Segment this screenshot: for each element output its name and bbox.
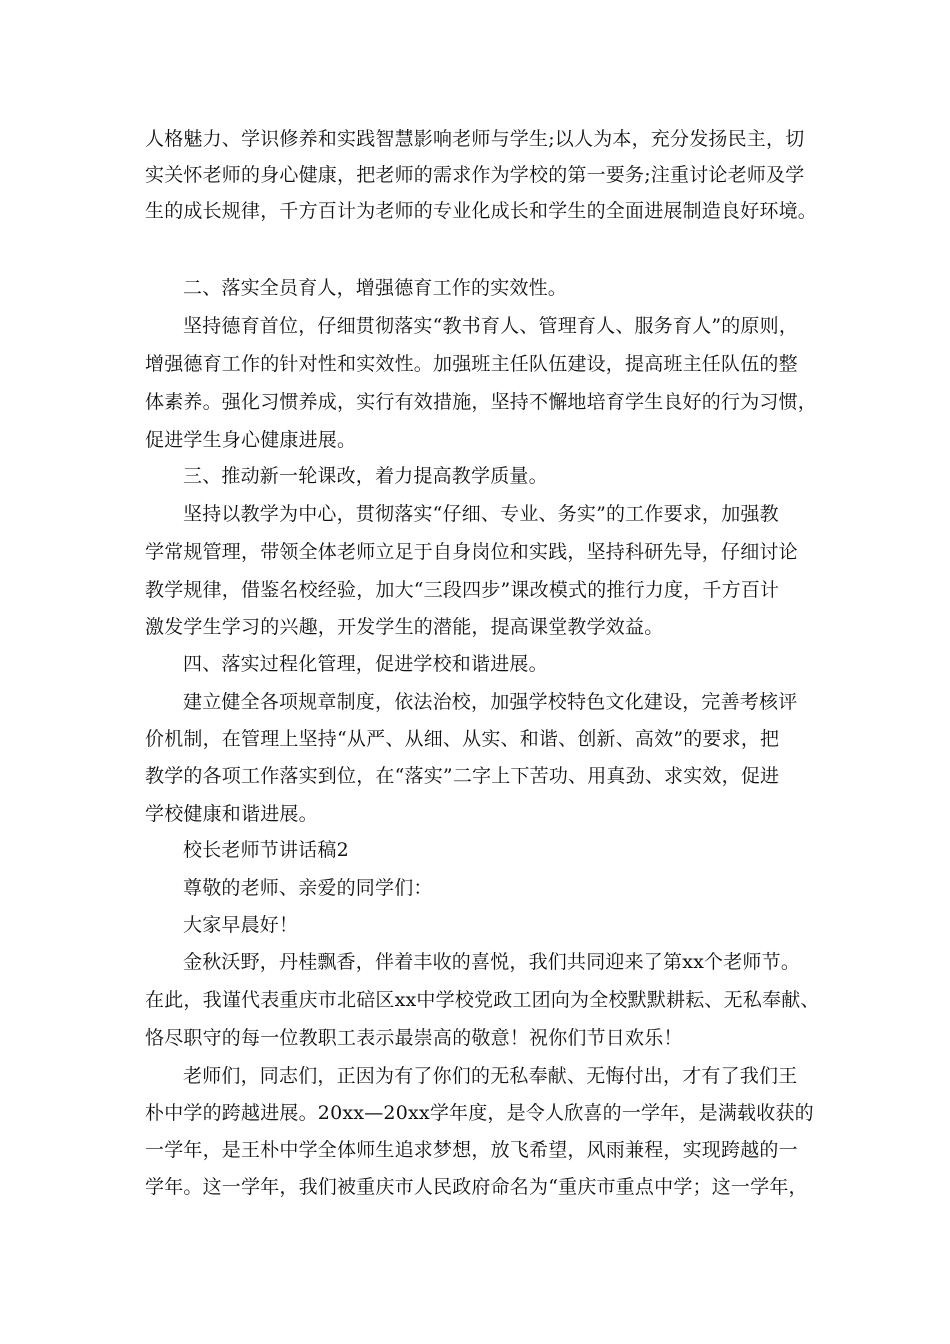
article-title: 校长老师节讲话稿2 [183, 839, 349, 861]
text-line: 学校健康和谐进展。 [145, 803, 318, 825]
section-heading: 二、落实全员育人，增强德育工作的实效性。 [183, 277, 568, 299]
text-line: 学年。这一学年，我们被重庆市人民政府命名为“重庆市重点中学；这一学年， [145, 1176, 808, 1198]
text-line: 实关怀老师的身心健康，把老师的需求作为学校的第一要务;注重讨论老师及学 [145, 164, 805, 186]
text-line: 学常规管理，带领全体老师立足于自身岗位和实践，坚持科研先导，仔细讨论 [145, 541, 798, 563]
text-line: 人格魅力、学识修养和实践智慧影响老师与学生;以人为本，充分发扬民主，切 [145, 128, 805, 150]
text-line: 教学的各项工作落实到位，在“落实”二字上下苦功、用真劲、求实效，促进 [145, 765, 780, 787]
section-heading: 三、推动新一轮课改，着力提高教学质量。 [183, 465, 548, 487]
text-line: 朴中学的跨越进展。20xx—20xx学年度，是令人欣喜的一学年，是满载收获的 [145, 1102, 814, 1124]
text-line: 促进学生身心健康进展。 [145, 429, 357, 451]
greeting-line: 尊敬的老师、亲爱的同学们： [183, 877, 433, 899]
text-line: 在此，我谨代表重庆市北碚区xx中学校党政工团向为全校默默耕耘、无私奉献、 [145, 989, 820, 1011]
text-line: 一学年，是王朴中学全体师生追求梦想，放飞希望，风雨兼程，实现跨越的一 [145, 1139, 798, 1161]
text-line: 教学规律，借鉴名校经验，加大“三段四步”课改模式的推行力度，千方百计 [145, 579, 780, 601]
text-line: 生的成长规律，千方百计为老师的专业化成长和学生的全面进展制造良好环境。 [145, 200, 818, 222]
text-line: 价机制，在管理上坚持“从严、从细、从实、和谐、创新、高效”的要求，把 [145, 728, 780, 750]
text-line: 建立健全各项规章制度，依法治校，加强学校特色文化建设，完善考核评 [183, 691, 798, 713]
text-line: 恪尽职守的每一位教职工表示最崇高的敬意！祝你们节日欢乐！ [145, 1027, 683, 1049]
text-line: 老师们，同志们，正因为有了你们的无私奉献、无悔付出，才有了我们王 [183, 1065, 798, 1087]
text-line: 坚持以教学为中心，贯彻落实“仔细、专业、务实”的工作要求，加强教 [183, 503, 779, 525]
text-line: 体素养。强化习惯养成，实行有效措施，坚持不懈地培育学生良好的行为习惯， [145, 391, 818, 413]
section-heading: 四、落实过程化管理，促进学校和谐进展。 [183, 653, 548, 675]
text-line: 坚持德育首位，仔细贯彻落实“教书育人、管理育人、服务育人”的原则， [183, 315, 799, 337]
text-line: 增强德育工作的针对性和实效性。加强班主任队伍建设，提高班主任队伍的整 [145, 353, 798, 375]
text-line: 激发学生学习的兴趣，开发学生的潜能，提高课堂教学效益。 [145, 616, 664, 638]
greeting-line: 大家早晨好！ [183, 914, 299, 936]
text-line: 金秋沃野，丹桂飘香，伴着丰收的喜悦，我们共同迎来了第xx个老师节。 [183, 951, 801, 973]
